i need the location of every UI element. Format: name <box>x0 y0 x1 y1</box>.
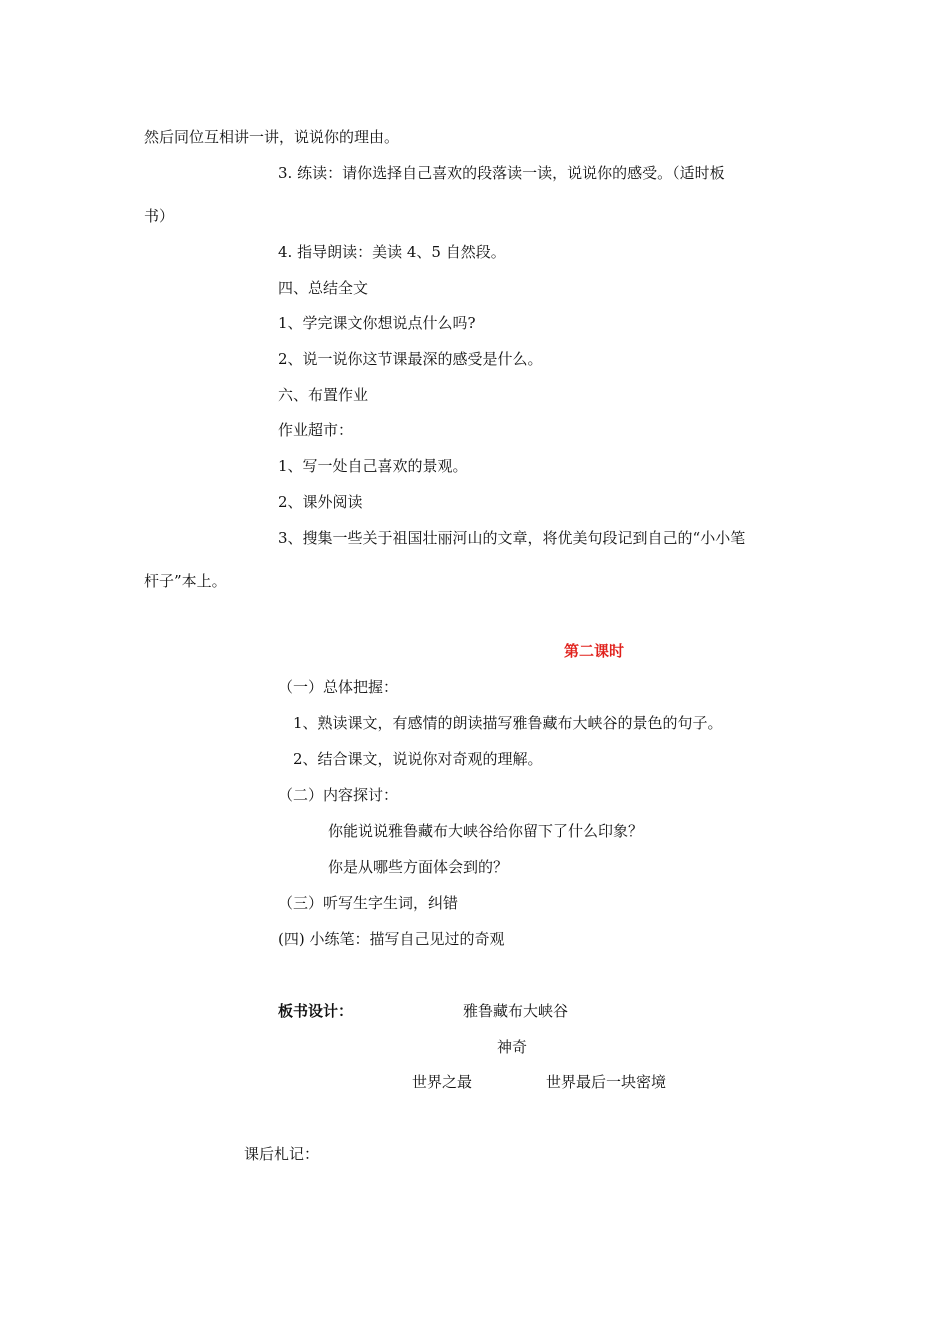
text-line: 书） <box>144 207 175 225</box>
text-line: 杆子”本上。 <box>144 572 227 590</box>
text-line: （二）内容探讨： <box>278 786 399 804</box>
text-line: 1、学完课文你想说点什么吗? <box>278 314 476 332</box>
board-design-label: 板书设计： <box>278 1002 354 1020</box>
text-line: 1、写一处自己喜欢的景观。 <box>278 457 468 475</box>
board-right: 世界最后一块密境 <box>546 1073 667 1091</box>
text-line: 3. 练读：请你选择自己喜欢的段落读一读，说说你的感受。（适时板 <box>278 164 725 182</box>
board-left: 世界之最 <box>412 1073 473 1091</box>
text-line: 2、结合课文，说说你对奇观的理解。 <box>293 750 543 768</box>
text-line: （一）总体把握： <box>278 678 399 696</box>
text-line: 4. 指导朗读：美读 4、5 自然段。 <box>278 243 506 261</box>
notes-label: 课后札记： <box>244 1145 320 1163</box>
section-heading: 四、总结全文 <box>278 279 369 297</box>
board-title: 雅鲁藏布大峡谷 <box>463 1002 569 1020</box>
text-line: 1、熟读课文，有感情的朗读描写雅鲁藏布大峡谷的景色的句子。 <box>293 714 723 732</box>
section-heading: 六、布置作业 <box>278 386 369 404</box>
text-line: （三）听写生字生词，纠错 <box>278 894 459 912</box>
lesson-heading: 第二课时 <box>564 642 625 660</box>
board-center: 神奇 <box>497 1038 528 1056</box>
text-line: (四) 小练笔：描写自己见过的奇观 <box>278 930 505 948</box>
text-line: 作业超市： <box>278 421 354 439</box>
text-line: 2、课外阅读 <box>278 493 363 511</box>
text-line: 2、说一说你这节课最深的感受是什么。 <box>278 350 543 368</box>
text-line: 3、搜集一些关于祖国壮丽河山的文章，将优美句段记到自己的“小小笔 <box>278 529 746 547</box>
text-line: 然后同位互相讲一讲，说说你的理由。 <box>144 128 400 146</box>
text-line: 你是从哪些方面体会到的？ <box>328 858 509 876</box>
text-line: 你能说说雅鲁藏布大峡谷给你留下了什么印象？ <box>328 822 644 840</box>
